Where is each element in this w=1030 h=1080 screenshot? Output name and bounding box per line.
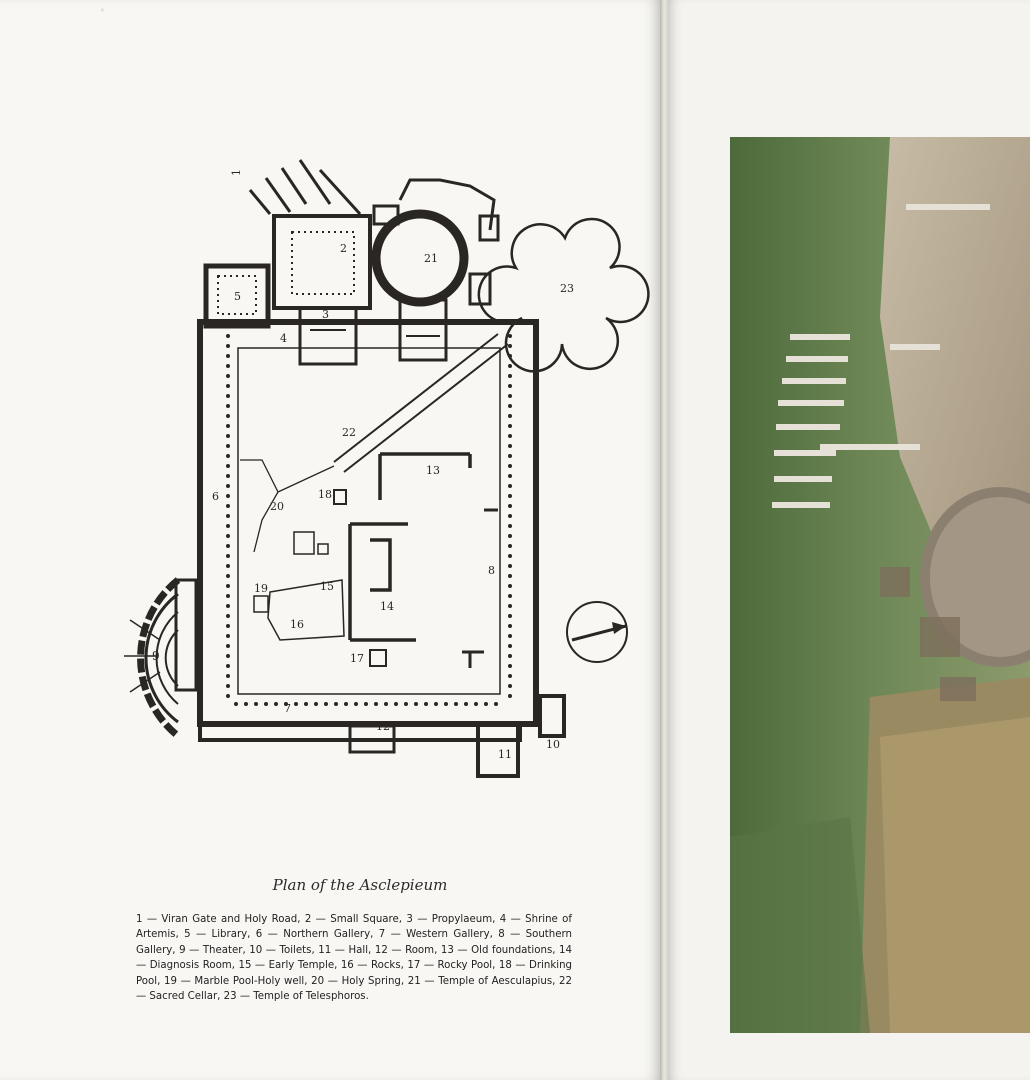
plan-label-11: 11 [498,748,512,761]
column-dot [444,702,448,706]
column-dot [226,534,230,538]
plan-label-5: 5 [234,290,241,303]
column-dot [304,702,308,706]
column-dot [226,374,230,378]
column-dot [508,484,512,488]
column-dot [508,694,512,698]
plan-label-13: 13 [426,464,440,477]
column-dot [508,494,512,498]
toilets [540,696,564,736]
column-dot [226,624,230,628]
column-dot [508,544,512,548]
drinking-pool [334,490,346,504]
plan-label-12: 12 [376,720,390,733]
column-dot [508,574,512,578]
column-dot [414,702,418,706]
column-dot [508,454,512,458]
column-dot [508,674,512,678]
column-dot [226,554,230,558]
column-dot [354,702,358,706]
plan-label-9: 9 [152,649,160,663]
plan-label-6: 6 [212,490,219,503]
column-dot [226,664,230,668]
rocky-pool [370,650,386,666]
plan-label-14: 14 [380,600,394,613]
column-dot [226,424,230,428]
column-dot [226,684,230,688]
page-corner-mark: ◦ [100,6,105,15]
column-dot [226,594,230,598]
column-dot [226,484,230,488]
column-dot [226,644,230,648]
column-dot [454,702,458,706]
column-dot [384,702,388,706]
column-dot [508,564,512,568]
column-dot [394,702,398,706]
plan-label-20: 20 [270,500,284,513]
theater [124,580,196,736]
plan-legend: 1 — Viran Gate and Holy Road, 2 — Small Square, 3 — Propylaeum, 4 — Shrine of Artemis, 5 — Library, 6 — Northern Gallery, 7 — Western Gallery, 8 — Southern Gallery, 9 — Theater, 10 — Toilets, 11 — Hall, 12 — Room, 13 — Old foundations, 14 — Diagnosis Room, 15 — Early Temple, 16 — Rocks, 17 — Rocky Pool, 18 — Drinking Pool, 19 — Marble Pool-Holy well, 20 — Holy Spring, 21 — Temple of Aesculapius, 22 — Sacred Cellar, 23 — Temple of Telesphoros. [136,914,572,1003]
temple-of-aesculapius [376,214,464,302]
column-dot [226,654,230,658]
column-dot [508,374,512,378]
column-dot [508,354,512,358]
column-dot [226,364,230,368]
column-dot [508,654,512,658]
plan-label-22: 22 [342,426,356,439]
site-photograph [730,137,1030,1033]
plan-label-21: 21 [424,252,438,265]
plan-caption: Plan of the Asclepieum [272,876,448,894]
column-dot [508,384,512,388]
column-dot [226,334,230,338]
column-dot [226,504,230,508]
temple-of-telesphoros [479,219,649,371]
column-dot [334,702,338,706]
column-dot [294,702,298,706]
column-dot [226,514,230,518]
column-dot [226,574,230,578]
viran-gate-road [250,160,360,214]
plan-label-4: 4 [280,332,287,345]
column-dot [344,702,348,706]
column-dot [314,702,318,706]
column-dot [226,474,230,478]
column-dot [508,554,512,558]
column-dot [226,434,230,438]
column-dot [508,684,512,688]
column-dot [226,634,230,638]
column-dot [234,702,238,706]
column-dot [226,404,230,408]
compass-north-arrow-icon [567,602,627,662]
column-dot [226,524,230,528]
column-dot [226,544,230,548]
column-dot [244,702,248,706]
column-dot [226,444,230,448]
column-dot [508,644,512,648]
column-dot [474,702,478,706]
column-dot [374,702,378,706]
column-dot [508,444,512,448]
column-dot [226,584,230,588]
column-dot [508,504,512,508]
column-dot [508,404,512,408]
column-dot [508,664,512,668]
column-dot [226,604,230,608]
column-dot [508,464,512,468]
column-dot [508,434,512,438]
column-dot [508,514,512,518]
column-dot [226,454,230,458]
plan-label-7: 7 [284,702,291,715]
column-dot [508,614,512,618]
column-dot [254,702,258,706]
column-dot [508,364,512,368]
plan-label-19: 19 [254,582,268,595]
sacred-cellar-tunnel [334,334,508,472]
plan-label-3: 3 [322,308,329,321]
plan-label-15: 15 [320,580,334,593]
plan-label-16: 16 [290,618,304,631]
column-dot [404,702,408,706]
plan-label-18: 18 [318,488,332,501]
plan-label-10: 10 [546,738,560,751]
column-dot [226,674,230,678]
courtyard-inner-line [238,348,500,694]
column-dot [508,414,512,418]
column-dot [264,702,268,706]
plan-label-23: 23 [560,282,574,295]
column-dot [226,614,230,618]
column-dot [226,384,230,388]
column-dot [226,464,230,468]
plan-label-8: 8 [488,564,495,577]
holy-spring-path [240,460,334,552]
column-dot [226,354,230,358]
plan-label-17: 17 [350,652,364,665]
asclepieum-plan [60,150,650,790]
column-dot [226,414,230,418]
column-dot [464,702,468,706]
column-dot [226,494,230,498]
column-dot [508,524,512,528]
column-dot [508,534,512,538]
column-dot [226,694,230,698]
plan-label-1: 1 [230,169,243,176]
old-foundations [380,454,470,500]
column-dot [324,702,328,706]
column-dot [508,424,512,428]
column-dot [508,604,512,608]
column-dot [274,702,278,706]
book-gutter [660,0,668,1080]
column-dot [508,584,512,588]
column-dot [494,702,498,706]
column-dot [364,702,368,706]
column-dot [226,394,230,398]
column-dot [226,344,230,348]
column-dot [508,334,512,338]
column-dot [508,344,512,348]
column-dot [424,702,428,706]
column-dot [226,564,230,568]
column-dot [508,594,512,598]
column-dot [434,702,438,706]
column-dot [508,634,512,638]
column-dot [508,394,512,398]
column-dot [484,702,488,706]
column-dot [508,624,512,628]
column-dot [508,474,512,478]
diagnosis-room [350,524,416,640]
plan-label-2: 2 [340,242,347,255]
